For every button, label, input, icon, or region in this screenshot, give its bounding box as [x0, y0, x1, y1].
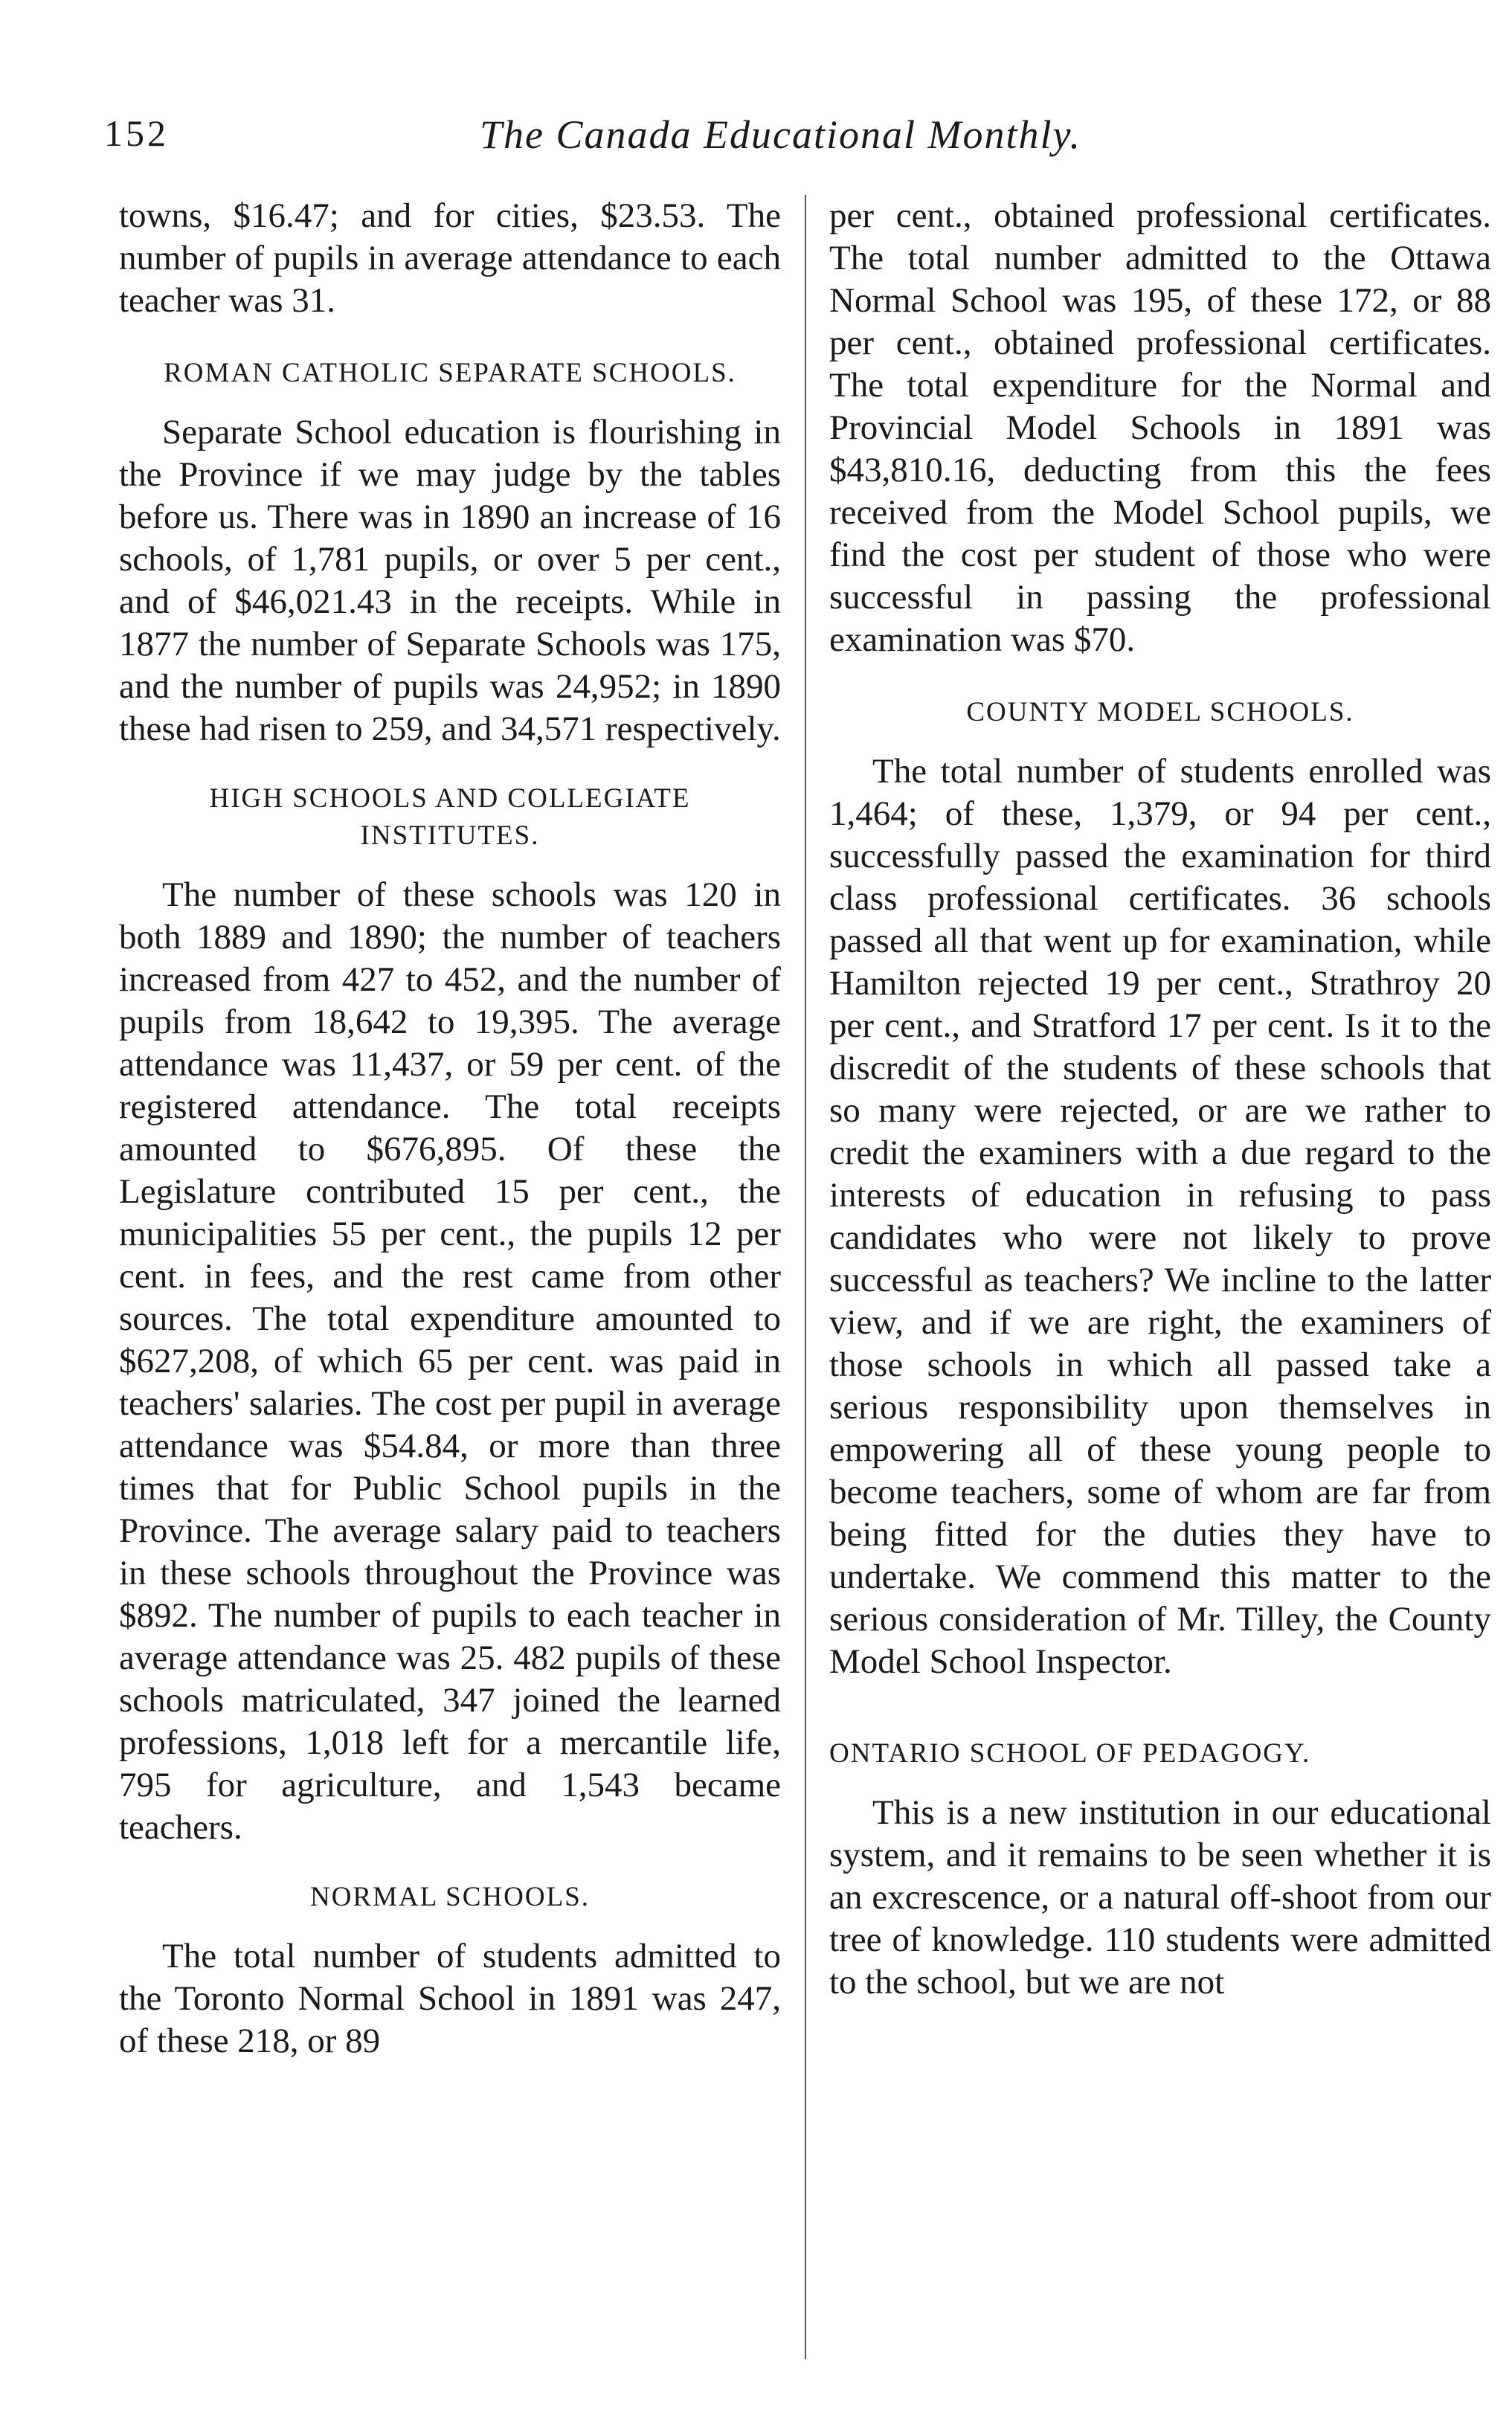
heading-county-model-schools: COUNTY MODEL SCHOOLS.	[966, 697, 1354, 727]
paragraph-county-model-schools: The total number of students enrolled was 1,464; of these, 1,379, or 94 per cent., successfully passed the examination for third class professional certificates. 36 schools passed all that went up for examination, while Hamilton rejected 19 per cent., Strathroy 20 per cent., and Stratford 17 per cent. Is it to the discredit of the students of these schools that so many were rejected, or are we rather to credit the examiners with a due regard to the interests of education in refusing to pass candidates who were not likely to prove successful as teachers? We incline to the latter view, and if we are right, the examiners of those schools in which all passed take a serious responsibility upon themselves in empowering all of these young people to become teachers, some of whom are far from being fitted for the duties they have to undertake. We commend this matter to the serious consideration of Mr. Tilley, the County Model School Inspector.	[829, 752, 1491, 1681]
paragraph-normal-schools-continued: per cent., obtained professional certificates. The total number admitted to the Ottawa Normal School was 195, of these 172, or 88 per cent., obtained professional certificates. The total expenditure for the Normal and Provincial Model Schools in 1891 was $43,810.16, deducting from this the fees received from the Model School pupils, we find the cost per student of those who were successful in passing the professional examination was $70.	[829, 196, 1491, 659]
journal-title: The Canada Educational Monthly.	[480, 112, 1081, 157]
paragraph-separate-schools: Separate School education is flourishing in the Province if we may judge by the tables before us. There was in 1890 an increase of 16 schools, of 1,781 pupils, or over 5 per cent., and of $46,021.43 in the receipts. While in 1877 the number of Separate Schools was 175, and the number of pupils was 24,952; in 1890 these had risen to 259, and 34,571 respectively.	[119, 413, 781, 748]
paragraph-school-of-pedagogy: This is a new institution in our educational system, and it remains to be seen whether it is an excrescence, or a natural off-shoot from our tree of knowledge. 110 students were admitted to the school, but we are not	[829, 1793, 1491, 2002]
left-column	[119, 195, 781, 2062]
paragraph-continued: towns, $16.47; and for cities, $23.53. The number of pupils in average attendance to each teacher was 31.	[119, 196, 781, 320]
right-column	[829, 195, 1491, 2004]
running-head	[104, 112, 1495, 164]
column-divider	[805, 195, 806, 2359]
paragraph-high-schools: The number of these schools was 120 in both 1889 and 1890; the number of teachers increased from 427 to 452, and the number of pupils from 18,642 to 19,395. The average attendance was 11,437, or 59 per cent. of the registered attendance. The total receipts amounted to $676,895. Of these the Legislature contributed 15 per cent., the municipalities 55 per cent., the pupils 12 per cent. in fees, and the rest came from other sources. The total expenditure amounted to $627,208, of which 65 per cent. was paid in teachers' salaries. The cost per pupil in average attendance was $54.84, or more than three times that for Public School pupils in the Province. The average salary paid to teachers in these schools throughout the Province was $892. The number of pupils to each teacher in average attendance was 25. 482 pupils of these schools matriculated, 347 joined the learned professions, 1,018 left for a mercantile life, 795 for agriculture, and 1,543 became teachers.	[119, 875, 781, 1847]
heading-high-schools: HIGH SCHOOLS AND COLLEGIATE INSTITUTES.	[209, 783, 691, 851]
heading-roman-catholic-separate-schools: ROMAN CATHOLIC SEPARATE SCHOOLS.	[164, 358, 736, 388]
heading-normal-schools: NORMAL SCHOOLS.	[309, 1882, 591, 1912]
paragraph-normal-schools: The total number of students admitted to the Toronto Normal School in 1891 was 247, of these 218, or 89	[119, 1937, 781, 2060]
page-number: 152	[104, 112, 169, 154]
heading-ontario-school-of-pedagogy: ONTARIO SCHOOL OF PEDAGOGY.	[829, 1738, 1311, 1769]
